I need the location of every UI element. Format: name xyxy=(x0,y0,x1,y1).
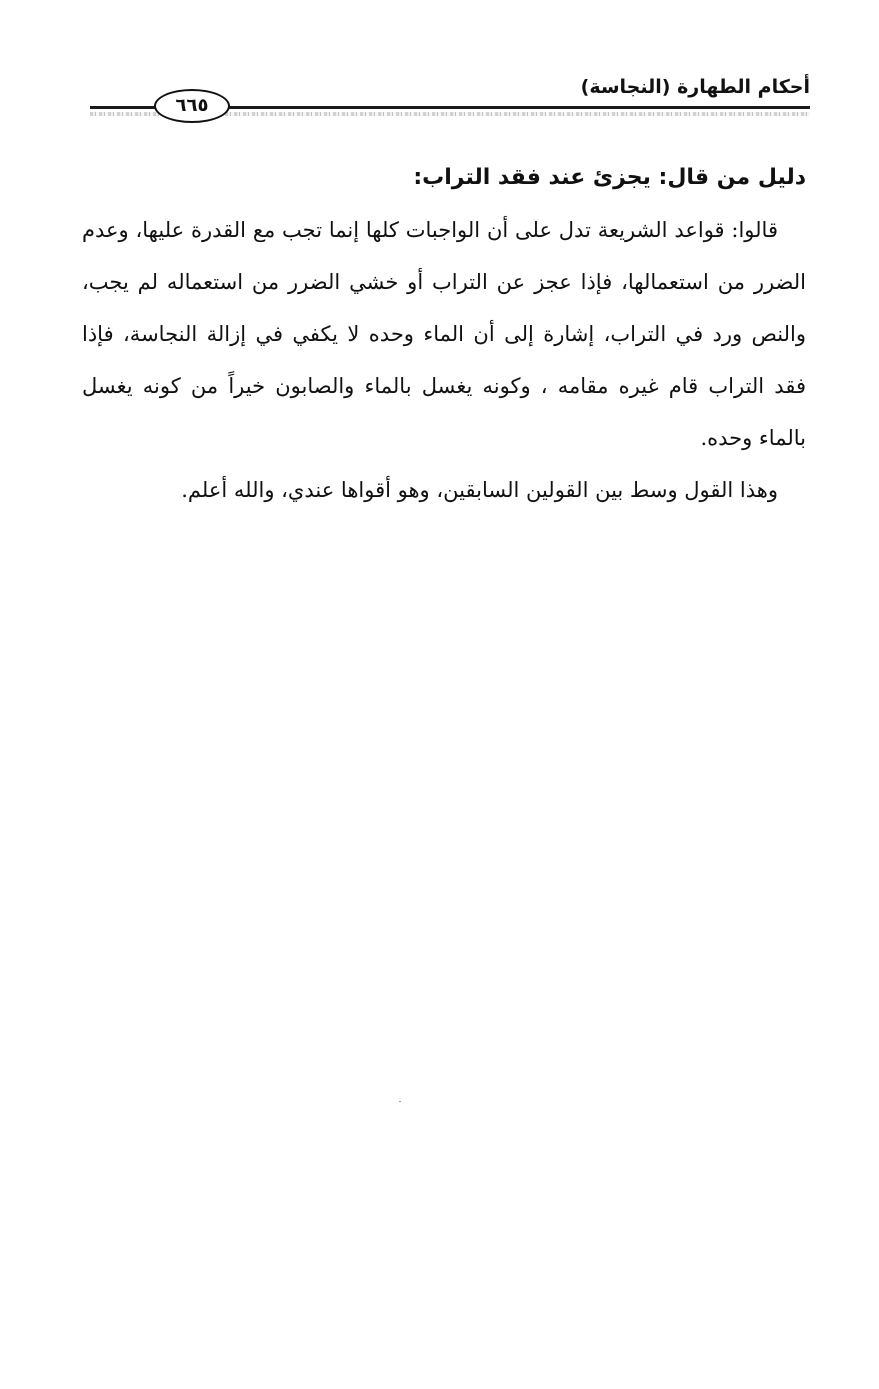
body-paragraph: قالوا: قواعد الشريعة تدل على أن الواجبات كلها إنما تجب مع القدرة عليها، وعدم الضرر من استعمالها، فإذا عجز عن التراب أو خشي الضرر من استعماله لم يجب، والنص ورد في التراب، إشارة إلى أن الماء وحده لا يكفي في إزالة النجاسة، فإذا فقد التراب قام غيره مقامه ، وكونه يغسل بالماء والصابون خيراً من كونه يغسل بالماء وحده. xyxy=(82,218,806,450)
running-header xyxy=(80,70,810,130)
page-body xyxy=(82,152,806,516)
conclusion-paragraph: وهذا القول وسط بين القولين السابقين، وهو أقواها عندي، والله أعلم. xyxy=(181,478,778,502)
scan-speck xyxy=(399,1101,401,1102)
running-title: أحكام الطهارة (النجاسة) xyxy=(580,76,810,98)
section-heading: دليل من قال: يجزئ عند فقد التراب: xyxy=(413,165,806,190)
page-number: ٦٦٥ xyxy=(154,89,230,123)
